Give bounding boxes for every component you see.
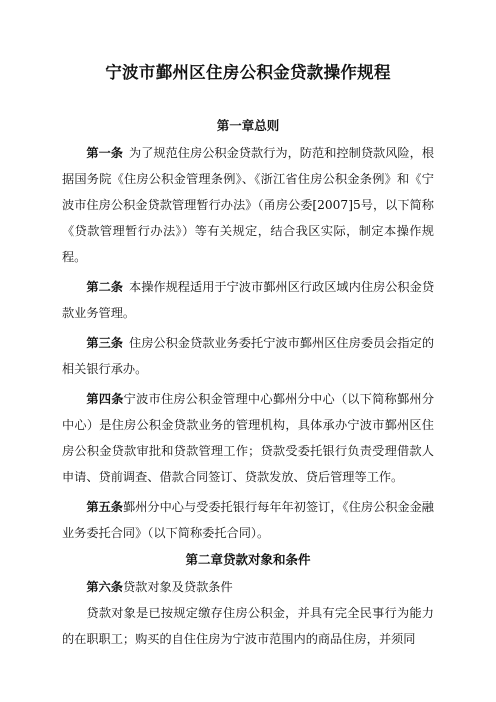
chapter-2-heading: 第二章贷款对象和条件: [185, 552, 311, 567]
document-title: 宁波市鄞州区住房公积金贷款操作规程: [105, 63, 391, 82]
article-5-number: 第五条: [86, 500, 123, 514]
article-3: [62, 330, 434, 382]
article-4-text: 宁波市住房公积金管理中心鄞州分中心（以下简称鄞州分中心）是住房公积金贷款业务的管理机构，具体承办宁波市鄞州区住房公积金贷款审批和贷款管理工作；贷款受委托银行负责受理借款人申请、贷前调查、借款合同签订、贷款发放、贷后管理等工作。: [62, 392, 435, 484]
chapter-1-heading: 第一章总则: [216, 118, 280, 133]
article-6-text: 贷款对象及贷款条件: [122, 580, 233, 594]
article-1: [62, 140, 434, 270]
article-6-number: 第六条: [86, 580, 123, 594]
article-1-number: 第一条: [86, 146, 123, 160]
article-6: [62, 574, 434, 600]
article-2-number: 第二条: [86, 280, 123, 294]
article-5-text: 鄞州分中心与受委托银行每年年初签订，《住房公积金金融业务委托合同》（以下简称委托合同）。: [62, 500, 434, 540]
article-5: [62, 494, 434, 546]
article-1-text: 为了规范住房公积金贷款行为，防范和控制贷款风险，根据国务院《住房公积金管理条例》、《浙江省住房公积金条例》和《宁波市住房公积金贷款管理暂行办法》（甬房公委[2007]5号，以下简称《贷款管理暂行办法》）等有关规定，结合我区实际，制定本操作规程。: [62, 146, 435, 264]
article-4-number: 第四条: [86, 392, 124, 406]
body-paragraph: 贷款对象是已按规定缴存住房公积金，并具有完全民事行为能力的在职职工；购买的自住住房为宁波市范围内的商品住房，并须同: [62, 606, 434, 646]
article-2: [62, 274, 434, 326]
article-2-text: 本操作规程适用于宁波市鄞州区行政区域内住房公积金贷款业务管理。: [62, 280, 435, 320]
article-3-text: 住房公积金贷款业务委托宁波市鄞州区住房委员会指定的相关银行承办。: [62, 336, 435, 376]
article-4: [62, 386, 434, 490]
article-3-number: 第三条: [86, 336, 123, 350]
